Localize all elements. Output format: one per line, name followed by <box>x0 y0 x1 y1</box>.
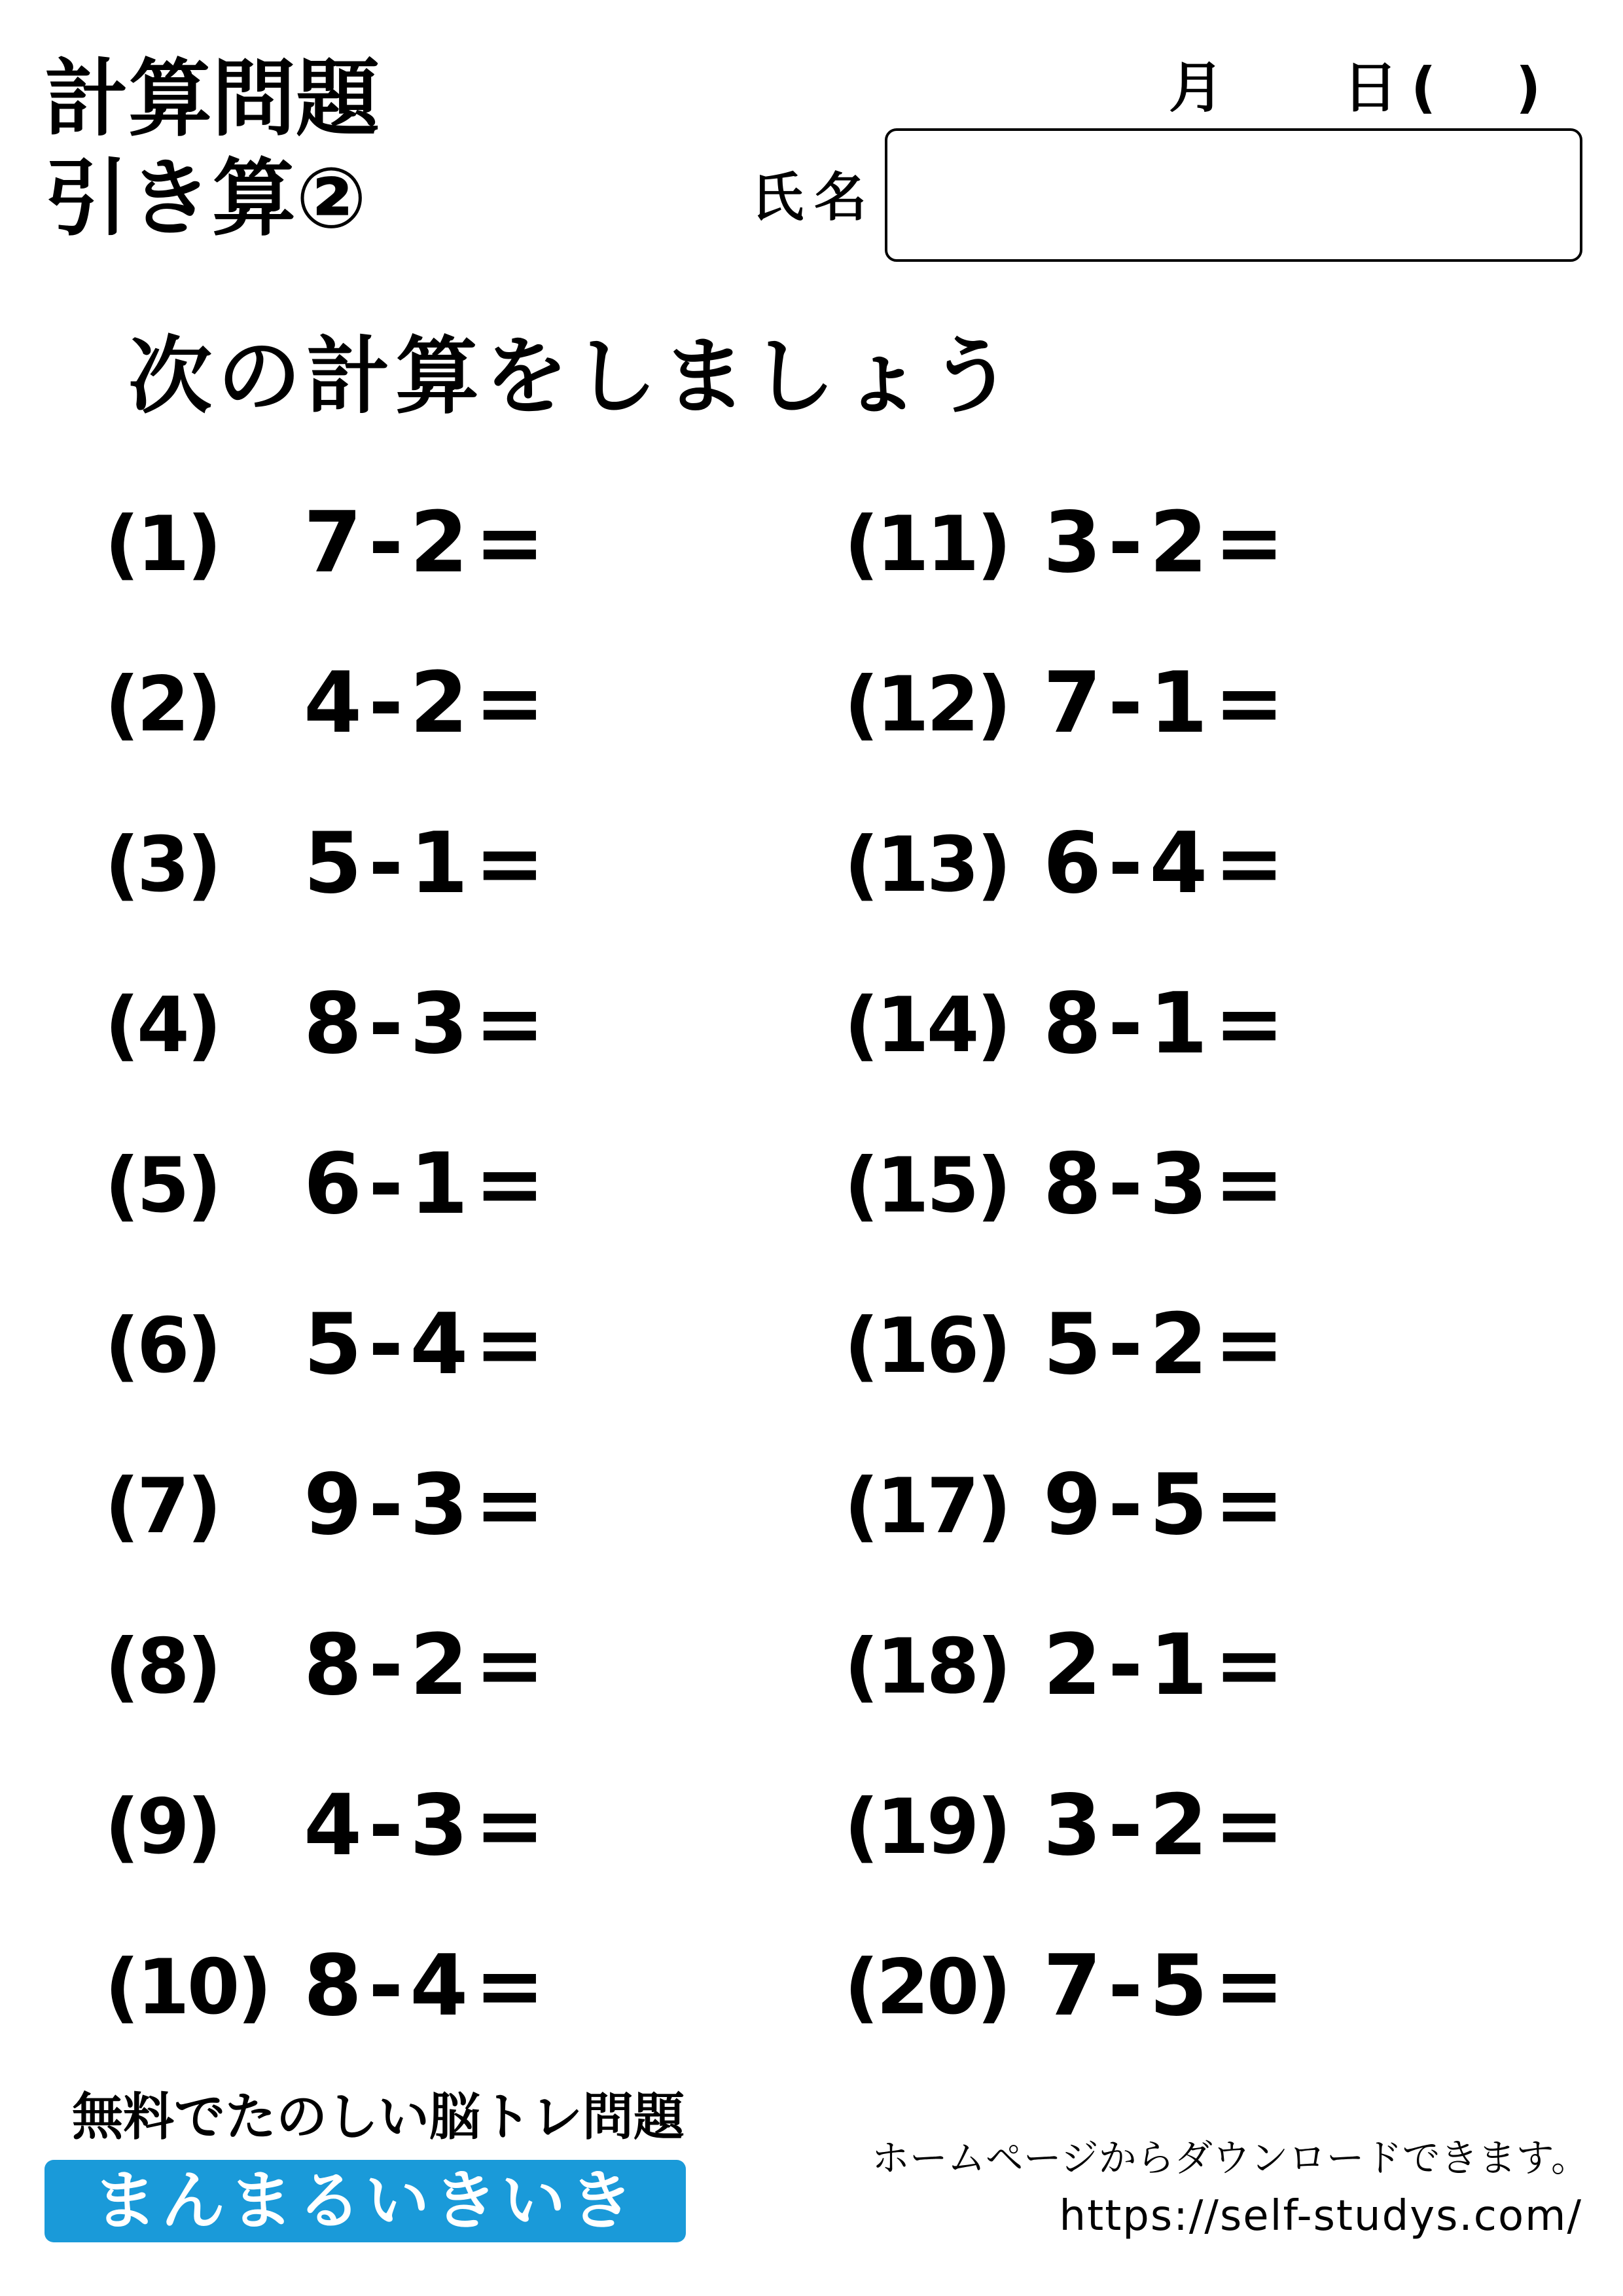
download-note: ホームページからダウンロードできます。 <box>871 2136 1589 2180</box>
problem-number: (16) <box>844 1302 1009 1390</box>
worksheet-subtitle: 引き算② <box>45 150 367 247</box>
problem-number: (15) <box>844 1141 1009 1230</box>
weekday-paren-close: ) <box>1516 56 1541 120</box>
month-label: 月 <box>1169 56 1224 120</box>
problem-expression: 8-4= <box>304 1937 552 2035</box>
problem-number: (10) <box>105 1943 270 2032</box>
problem-number: (13) <box>844 821 1009 909</box>
problem-expression: 2-1= <box>1043 1617 1291 1714</box>
problem-expression: 4-2= <box>304 655 552 752</box>
problem-expression: 9-3= <box>304 1456 552 1554</box>
problem-number: (17) <box>844 1462 1009 1551</box>
problem-expression: 7-1= <box>1043 655 1291 752</box>
problem-expression: 8-1= <box>1043 975 1291 1073</box>
problem-expression: 6-1= <box>304 1136 552 1233</box>
footer-tagline: 無料でたのしい脳トレ問題 <box>72 2087 685 2147</box>
problem-expression: 8-3= <box>304 975 552 1073</box>
problem-expression: 4-3= <box>304 1777 552 1874</box>
problem-number: (2) <box>105 660 219 749</box>
brand-logo <box>45 2160 686 2242</box>
problem-expression: 6-4= <box>1043 815 1291 912</box>
worksheet-title: 計算問題 <box>45 50 380 148</box>
problem-expression: 3-2= <box>1043 1777 1291 1874</box>
problem-expression: 8-3= <box>1043 1136 1291 1233</box>
problem-number: (9) <box>105 1783 219 1871</box>
problem-expression: 7-5= <box>1043 1937 1291 2035</box>
name-label: 氏名 <box>751 167 877 228</box>
instruction-text: 次の計算をしましょう <box>128 328 1019 425</box>
problem-number: (12) <box>844 660 1009 749</box>
problem-number: (4) <box>105 981 219 1069</box>
problem-expression: 3-2= <box>1043 494 1291 592</box>
problem-number: (20) <box>844 1943 1009 2032</box>
problem-number: (8) <box>105 1623 219 1711</box>
problem-number: (1) <box>105 500 219 588</box>
weekday-paren-open: ( <box>1411 56 1436 120</box>
problem-expression: 9-5= <box>1043 1456 1291 1554</box>
problem-number: (3) <box>105 821 219 909</box>
problem-expression: 7-2= <box>304 494 552 592</box>
problem-number: (14) <box>844 981 1009 1069</box>
day-label: 日 <box>1343 56 1399 120</box>
problem-expression: 8-2= <box>304 1617 552 1714</box>
problem-number: (19) <box>844 1783 1009 1871</box>
problem-expression: 5-1= <box>304 815 552 912</box>
problem-number: (7) <box>105 1462 219 1551</box>
problem-number: (6) <box>105 1302 219 1390</box>
site-url[interactable]: https://self-studys.com/ <box>1059 2192 1582 2240</box>
problem-number: (11) <box>844 500 1009 588</box>
problem-expression: 5-4= <box>304 1296 552 1393</box>
problem-number: (5) <box>105 1141 219 1230</box>
brand-name: まんまるいきいき <box>92 2164 637 2238</box>
problem-expression: 5-2= <box>1043 1296 1291 1393</box>
problem-number: (18) <box>844 1623 1009 1711</box>
name-field[interactable] <box>885 128 1582 262</box>
